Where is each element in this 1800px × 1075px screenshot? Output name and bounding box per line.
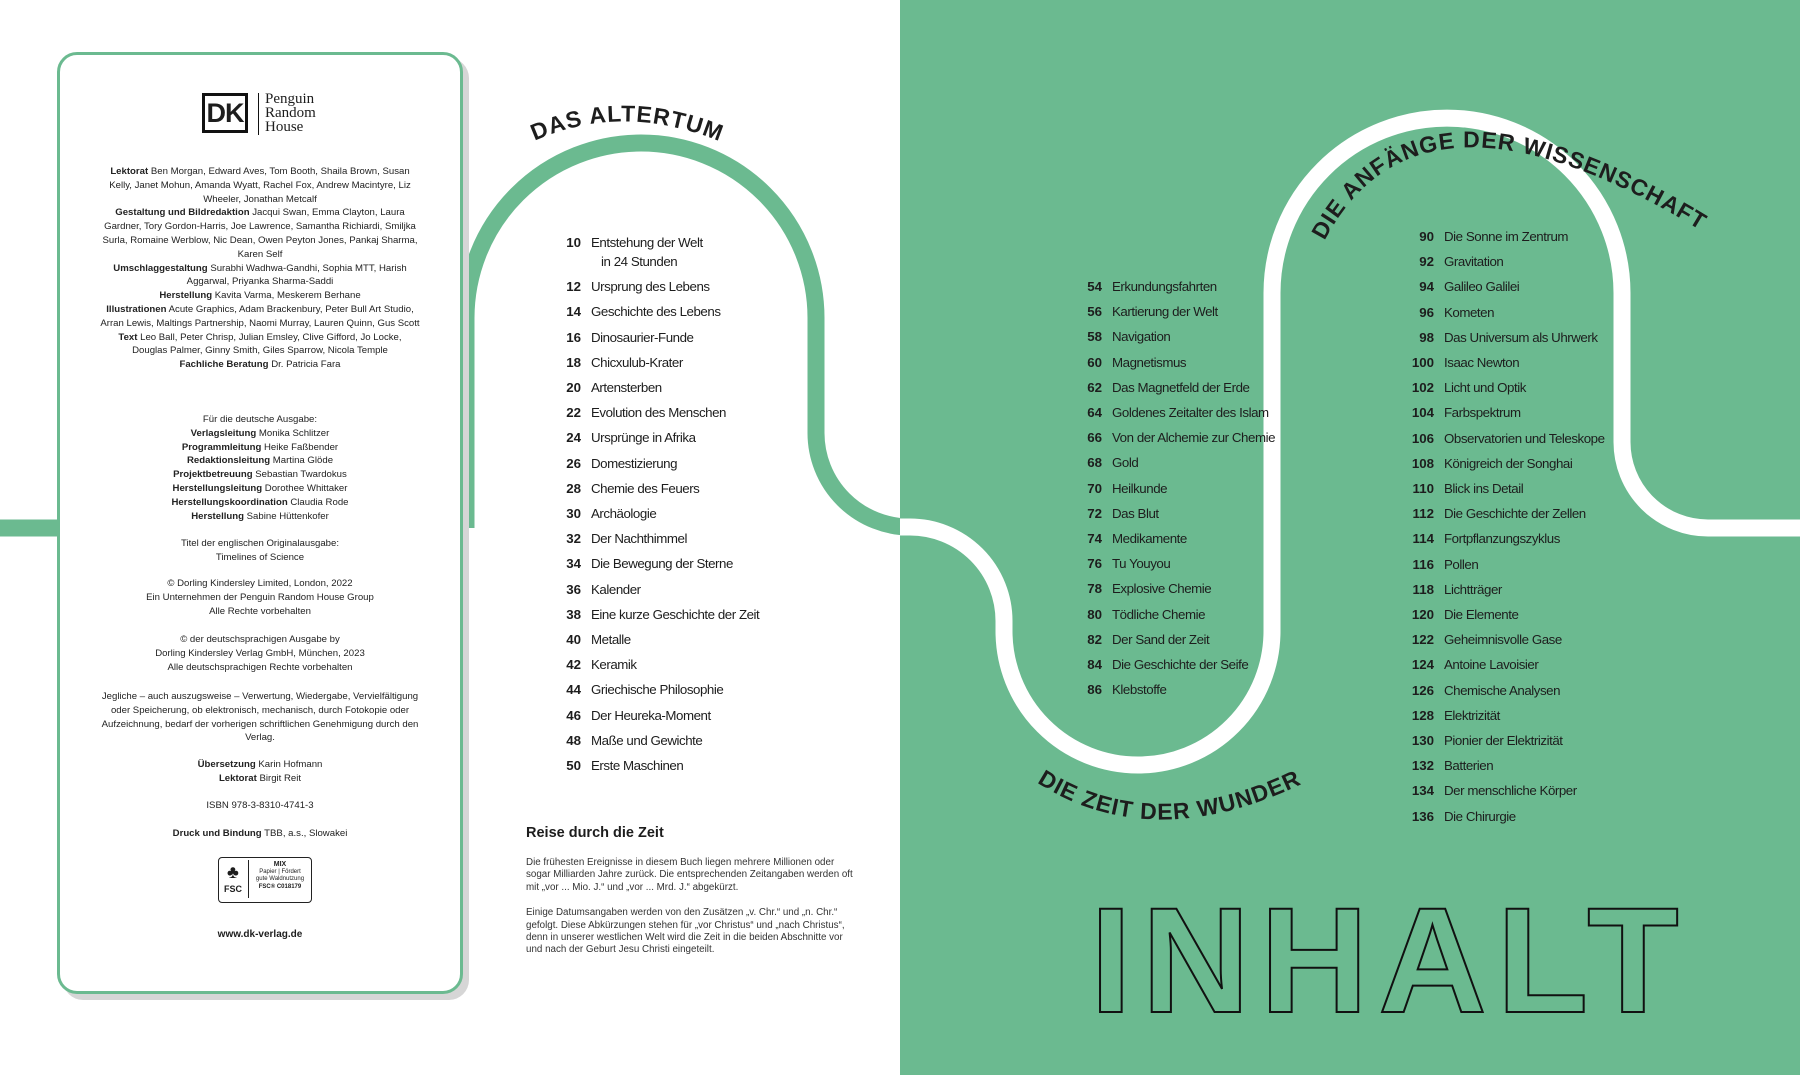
toc-entry-title: Gold: [1112, 455, 1139, 471]
credit-names: Sebastian Twardokus: [255, 469, 347, 481]
toc-page-number: 64: [1087, 405, 1102, 420]
toc-entry-title: Das Universum als Uhrwerk: [1444, 329, 1598, 345]
fsc-line: gute Waldnutzung: [255, 876, 305, 882]
toc-entry-title: Pionier der Elektrizität: [1444, 733, 1563, 748]
toc-entry-title: Kalender: [591, 581, 641, 597]
toc-entry-title: Navigation: [1112, 329, 1171, 345]
credit-role: Herstellung: [191, 510, 244, 522]
toc-entry-title: Antoine Lavoisier: [1444, 657, 1539, 673]
toc-entry-title: Pollen: [1444, 556, 1479, 572]
credit-names: Dr. Patricia Fara: [271, 359, 341, 371]
toc-page-number: 74: [1087, 531, 1102, 546]
fsc-text: [251, 861, 309, 891]
toc-entry-title: Königreich der Songhai: [1444, 455, 1573, 471]
toc-entry-title: Von der Alchemie zur Chemie: [1112, 430, 1276, 446]
copyright-line: Dorling Kindersley Verlag GmbH, München, 2023: [155, 647, 365, 659]
toc-page-number: 110: [1412, 481, 1434, 496]
credit-names: Leo Ball, Peter Chrisp, Julian Emsley, Clive Gifford, Jo Locke, Douglas Palmer, Ginny Smith, Giles Sparrow, Nicola Temple: [132, 331, 402, 357]
toc-entry-title: Maße und Gewichte: [591, 732, 703, 748]
toc-entry-title: Geschichte des Lebens: [591, 304, 721, 320]
toc-entry-title: Die Bewegung der Sterne: [591, 556, 733, 572]
credit-role: Illustrationen: [106, 303, 167, 315]
toc-page-number: 14: [566, 304, 581, 320]
toc-entry-title: Erkundungsfahrten: [1112, 279, 1217, 294]
toc-entry-title: Elektrizität: [1444, 707, 1500, 723]
credit-role: Programmleitung: [181, 441, 262, 453]
toc-entry-title: Lichtträger: [1444, 581, 1502, 597]
credit-names: Sabine Hüttenkofer: [246, 510, 329, 522]
fsc-code: FSC® C018179: [258, 883, 302, 890]
toc-page-number: 100: [1411, 355, 1434, 370]
credit-role: Herstellungskoordination: [171, 496, 288, 508]
toc-page-number: 70: [1087, 480, 1102, 496]
toc-page-number: 82: [1087, 631, 1102, 647]
translation-credits: [100, 758, 420, 786]
toc-entry-title: Batterien: [1444, 758, 1494, 774]
toc-page-number: 116: [1412, 556, 1434, 572]
toc-page-number: 32: [566, 531, 581, 547]
toc-page-number: 56: [1087, 304, 1102, 320]
toc-page-number: 54: [1087, 279, 1102, 294]
toc-page-number: 96: [1419, 304, 1434, 320]
toc-page-number: 40: [566, 632, 581, 647]
toc-page-number: 12: [566, 279, 581, 295]
toc-entry-title: Farbspektrum: [1444, 405, 1521, 421]
toc-entry-title: Entstehung der Welt: [591, 235, 703, 250]
original-title-value: Timelines of Science: [215, 551, 305, 563]
credit-role: Redaktionsleitung: [186, 455, 271, 467]
credit-names: Karin Hofmann: [258, 759, 323, 770]
toc-entry-title: Die Elemente: [1444, 607, 1519, 622]
toc-page-number: 80: [1087, 606, 1102, 622]
toc-page-number: 130: [1411, 733, 1434, 748]
credit-names: Jacqui Swan, Emma Clayton, Laura Gardner, Tory Gordon-Harris, Joe Lawrence, Samantha Richiardi, Smiljka Surla, Romaine Werblow, Nic Dean, Owen Peyton Jones, Pankaj Sharma, Karen Self: [102, 207, 418, 260]
original-title-note: [100, 537, 420, 565]
toc-page-number: 126: [1411, 682, 1434, 698]
journey-paragraph: Die frühesten Ereignisse in diesem Buch liegen mehrere Millionen oder sogar Milliarden Jahre zurück. Die entsprechenden Zeitangaben werden oft mit „vor ... Mio. J.“ und „vor ... Mrd. J.“ abgekürzt.: [526, 857, 853, 893]
toc-page-number: 16: [566, 329, 581, 345]
toc-entry-title: Die Chirurgie: [1444, 808, 1516, 824]
section-title-altertum: DAS ALTERTUM: [526, 100, 728, 147]
toc-entry-title-continued: in 24 Stunden: [601, 254, 678, 269]
toc-page-number: 48: [566, 732, 581, 748]
credit-role: Übersetzung: [197, 759, 256, 770]
toc-entry-title: Isaac Newton: [1444, 355, 1520, 370]
toc-entry-title: Archäologie: [591, 506, 657, 521]
copyright-line: Ein Unternehmen der Penguin Random House Group: [146, 591, 374, 603]
credit-role: Gestaltung und Bildredaktion: [115, 207, 250, 219]
journey-note: [526, 825, 856, 957]
print-credit: [100, 827, 420, 841]
toc-entry-title: Domestizierung: [591, 455, 678, 471]
toc-entry-title: Das Blut: [1112, 505, 1159, 521]
german-credits: [100, 413, 420, 523]
credit-names: Dorothee Whittaker: [264, 482, 348, 494]
fsc-badge: [218, 857, 312, 903]
uk-credits: [100, 165, 420, 372]
toc-page-number: 42: [566, 657, 581, 673]
credit-names: TBB, a.s., Slowakei: [264, 828, 348, 839]
credit-names: Ben Morgan, Edward Aves, Tom Booth, Shaila Brown, Susan Kelly, Janet Mohun, Amanda Wyatt, Rachel Fox, Andrew Macintyre, Liz Wheeler, Jonathan Metcalf: [109, 166, 411, 205]
toc-entry-title: Ursprünge in Afrika: [591, 430, 696, 446]
german-edition-heading: Für die deutsche Ausgabe:: [202, 414, 318, 425]
publisher-name-line: Random: [265, 105, 316, 121]
toc-entry-title: Evolution des Menschen: [591, 405, 726, 421]
toc-entry-title: Chicxulub-Krater: [591, 354, 683, 370]
imprint-credits-card: [57, 52, 463, 994]
credit-names: Claudia Rode: [290, 496, 349, 508]
toc-entry-title: Tödliche Chemie: [1112, 606, 1206, 622]
toc-entry-title: Keramik: [591, 657, 637, 673]
copyright-uk: [100, 577, 420, 618]
credit-names: Acute Graphics, Adam Brackenbury, Peter Bull Art Studio, Arran Lewis, Maltings Partnership, Naomi Murray, Lauren Quinn, Gus Scott: [100, 303, 420, 329]
copyright-line: Alle deutschsprachigen Rechte vorbehalten: [167, 661, 353, 673]
credit-role: Projektbetreuung: [173, 469, 253, 481]
fsc-tree-icon: [222, 860, 249, 898]
toc-entry-title: Chemie des Feuers: [591, 480, 700, 496]
credit-names: Heike Faßbender: [263, 441, 339, 453]
toc-page-number: 90: [1419, 229, 1434, 244]
publisher-name: [265, 92, 345, 134]
toc-page-number: 24: [566, 430, 581, 446]
toc-page-number: 38: [566, 606, 581, 622]
toc-page-number: 18: [566, 354, 581, 370]
toc-entry-title: Eine kurze Geschichte der Zeit: [591, 606, 760, 622]
toc-entry-title: Klebstoffe: [1112, 682, 1167, 698]
copyright-line: Alle Rechte vorbehalten: [209, 605, 311, 617]
credit-role: Herstellung: [159, 290, 213, 302]
toc-page-number: 98: [1419, 329, 1434, 345]
toc-entry-title: Das Magnetfeld der Erde: [1112, 379, 1250, 395]
toc-page-number: 118: [1412, 581, 1434, 597]
credit-names: Surabhi Wadhwa-Gandhi, Sophia MTT, Harish Aggarwal, Priyanka Sharma-Saddi: [186, 262, 407, 288]
credit-role: Lektorat: [110, 166, 149, 177]
toc-entry-title: Der menschliche Körper: [1444, 783, 1577, 799]
credit-role: Fachliche Beratung: [179, 359, 269, 371]
toc-entry-title: Metalle: [591, 632, 631, 647]
toc-entry-title: Galileo Galilei: [1444, 279, 1520, 295]
credit-names: Kavita Varma, Meskerem Berhane: [214, 290, 361, 302]
toc-entry-title: Geheimnisvolle Gase: [1444, 632, 1562, 648]
toc-entry-title: Chemische Analysen: [1444, 682, 1561, 698]
toc-page-number: 124: [1411, 657, 1434, 673]
toc-entry-title: Die Sonne im Zentrum: [1444, 229, 1569, 244]
credit-role: Herstellungsleitung: [172, 482, 263, 494]
credit-names: Monika Schlitzer: [258, 427, 330, 439]
toc-page-number: 30: [566, 506, 581, 521]
copyright-de: [100, 633, 420, 674]
original-title-label: Titel der englischen Originalausgabe:: [180, 538, 340, 549]
toc-page-number: 86: [1087, 682, 1102, 698]
fsc-mix: MIX: [273, 861, 287, 868]
credit-role: Text: [118, 331, 138, 343]
credit-role: Lektorat: [218, 772, 257, 784]
toc-page-number: 94: [1419, 279, 1434, 295]
toc-page-number: 132: [1411, 758, 1434, 774]
rights-notice: Jegliche – auch auszugsweise – Verwertung, Wiedergabe, Vervielfältigung oder Speicherung, ob elektronisch, mechanisch, durch Fotokopie oder Aufzeichnung, bedarf der vorherigen schriftlichen Genehmigung durch den Verlag.: [101, 691, 419, 744]
tree-icon: ♣: [227, 862, 239, 882]
toc-entry-title: Artensterben: [591, 380, 662, 395]
toc-entry-title: Explosive Chemie: [1112, 581, 1212, 597]
toc-page-number: 58: [1087, 329, 1102, 345]
toc-entry-title: Medikamente: [1112, 531, 1187, 546]
journey-heading: Reise durch die Zeit: [526, 825, 664, 841]
journey-paragraph: Einige Datumsangaben werden von den Zusätzen „v. Chr.“ und „n. Chr.“ gefolgt. Diese Abkürzungen stehen für „vor Christus“ und „nach Christus“, denn in unserer westlichen Welt wird die Zeit in die beiden Abschnitte vor und nach der Geburt Jesu Christi eingeteilt.: [526, 907, 845, 956]
toc-page-number: 134: [1411, 783, 1434, 799]
toc-entry-title: Erste Maschinen: [591, 758, 684, 773]
toc-page-number: 68: [1087, 455, 1102, 471]
toc-entry-title: Der Nachthimmel: [591, 531, 687, 547]
toc-entry-title: Heilkunde: [1112, 480, 1168, 496]
toc-entry-title: Observatorien und Teleskope: [1444, 430, 1605, 446]
toc-page-number: 26: [566, 455, 581, 471]
toc-page-number: 106: [1411, 430, 1434, 446]
toc-page-number: 92: [1419, 254, 1434, 270]
toc-entry-title: Die Geschichte der Seife: [1112, 657, 1249, 672]
toc-entry-title: Tu Youyou: [1112, 556, 1171, 572]
toc-entry-title: Blick ins Detail: [1444, 481, 1524, 496]
credit-role: Verlagsleitung: [190, 427, 257, 439]
toc-entry-title: Fortpflanzungszyklus: [1444, 531, 1560, 547]
toc-entry-title: Licht und Optik: [1444, 380, 1526, 396]
toc-page-number: 60: [1087, 354, 1102, 370]
toc-page-number: 50: [566, 758, 581, 773]
publisher-website-link[interactable]: www.dk-verlag.de: [217, 929, 303, 940]
logo-divider: [258, 93, 259, 135]
toc-entry-title: Goldenes Zeitalter des Islam: [1112, 405, 1269, 420]
credit-names: Birgit Reit: [259, 772, 302, 784]
publisher-name-line: Penguin: [265, 91, 315, 107]
toc-page-number: 62: [1087, 379, 1102, 395]
page-title-inhalt: [1090, 876, 1689, 1044]
toc-page-number: 34: [566, 556, 581, 572]
toc-page-number: 84: [1087, 657, 1102, 672]
toc-page-number: 72: [1087, 505, 1102, 521]
fsc-label: FSC: [224, 884, 242, 894]
toc-page-number: 102: [1411, 380, 1434, 396]
toc-entry-title: Griechische Philosophie: [591, 682, 724, 698]
toc-page-number: 104: [1411, 405, 1434, 421]
isbn: ISBN 978-3-8310-4741-3: [206, 800, 314, 811]
credit-role: Druck und Bindung: [172, 828, 262, 839]
toc-page-number: 66: [1087, 430, 1102, 446]
section-title-wissenschaft: DIE ANFÄNGE DER WISSENSCHAFT: [1306, 126, 1712, 244]
copyright-line: © der deutschsprachigen Ausgabe by: [180, 634, 340, 645]
toc-page-number: 36: [566, 581, 581, 597]
copyright-line: © Dorling Kindersley Limited, London, 2022: [167, 578, 353, 589]
toc-entry-title: Kartierung der Welt: [1112, 304, 1218, 320]
toc-page-number: 78: [1087, 581, 1102, 597]
toc-page-number: 20: [566, 380, 581, 395]
toc-page-number: 10: [566, 235, 581, 250]
toc-page-number: 136: [1411, 808, 1434, 824]
toc-page-number: 22: [566, 405, 581, 421]
publisher-name-line: House: [265, 119, 304, 135]
credit-names: Martina Glöde: [272, 455, 334, 467]
toc-page-number: 122: [1411, 632, 1434, 648]
fsc-line: Papier | Fördert: [259, 868, 301, 875]
toc-entry-title: Der Heureka-Moment: [591, 707, 711, 723]
toc-page-number: 114: [1412, 531, 1434, 547]
toc-page-number: 44: [566, 682, 581, 698]
section-title-wunder: DIE ZEIT DER WUNDER: [1034, 764, 1305, 825]
toc-page-number: 76: [1087, 556, 1102, 572]
credit-role: Umschlaggestaltung: [113, 262, 208, 274]
toc-page-number: 46: [566, 707, 581, 723]
toc-entry-title: Die Geschichte der Zellen: [1444, 506, 1586, 522]
toc-page-number: 112: [1412, 506, 1434, 522]
toc-page-number: 128: [1411, 707, 1434, 723]
toc-page-number: 108: [1411, 455, 1434, 471]
toc-entry-title: Der Sand der Zeit: [1112, 631, 1210, 647]
toc-entry-title: Kometen: [1444, 304, 1495, 320]
toc-entry-title: Magnetismus: [1112, 354, 1187, 370]
toc-page-number: 120: [1411, 607, 1434, 622]
toc-entry-title: Gravitation: [1444, 254, 1504, 270]
toc-entry-title: Ursprung des Lebens: [591, 279, 710, 295]
page-title: INHALT: [1090, 876, 1689, 1044]
toc-entry-title: Dinosaurier-Funde: [591, 329, 694, 345]
dk-logo: DK: [202, 93, 248, 133]
toc-page-number: 28: [566, 480, 581, 496]
